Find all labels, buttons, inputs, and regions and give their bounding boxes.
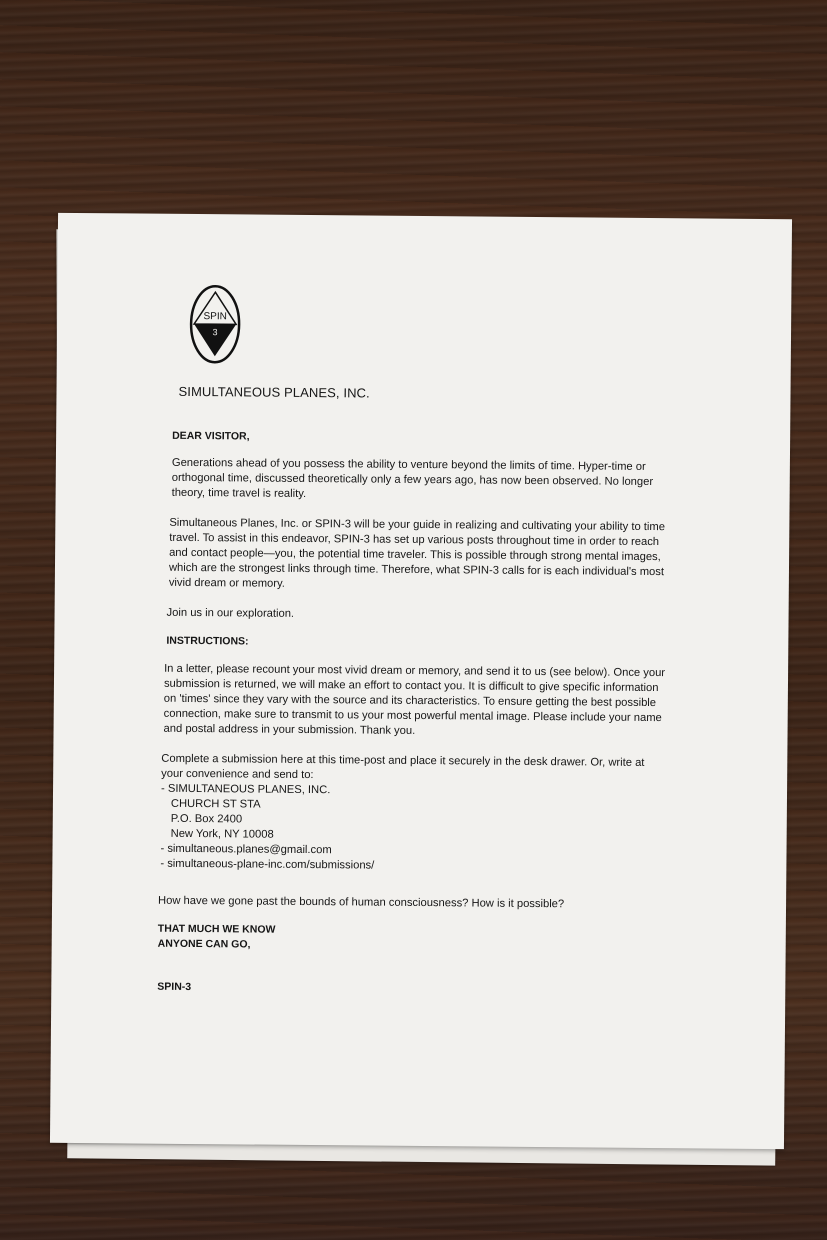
logo-text-bottom: 3 [212, 327, 218, 338]
address-name: - SIMULTANEOUS PLANES, INC. [160, 782, 331, 797]
text-line: travel. To assist in this endeavor, SPIN-3 has set up various posts throughout time in order to reach [169, 531, 660, 549]
text-line: and postal address in your submission. Thank you. [163, 722, 416, 737]
text-line: orthogonal time, discussed theoretically only a few years ago, has now been observed. No longer [171, 471, 654, 489]
paragraph-join: Join us in our exploration. [166, 606, 295, 620]
address-line: CHURCH ST STA [170, 797, 261, 811]
greeting: DEAR VISITOR, [172, 429, 250, 443]
text-line: Complete a submission here at this time-post and place it securely in the desk drawer. Or, write at [161, 752, 645, 769]
closing-line: ANYONE CAN GO, [157, 937, 251, 951]
instructions-heading: INSTRUCTIONS: [166, 634, 249, 648]
address-line: P.O. Box 2400 [170, 812, 243, 826]
text-line: Simultaneous Planes, Inc. or SPIN-3 will be your guide in realizing and cultivating your ability to time [169, 516, 666, 534]
text-line: In a letter, please recount your most vivid dream or memory, and send it to us (see below). Once your [164, 662, 666, 680]
address-line: New York, NY 10008 [170, 827, 274, 841]
paragraph-submission [160, 752, 644, 876]
text-line: your convenience and send to: [161, 767, 314, 782]
spin-3-logo [189, 284, 242, 364]
text-line: vivid dream or memory. [168, 576, 285, 590]
web-address: - simultaneous-plane-inc.com/submissions/ [160, 857, 375, 872]
paragraph-instructions [164, 662, 666, 741]
paragraph-spin3 [169, 516, 665, 595]
letter-page [50, 213, 792, 1149]
closing-line: THAT MUCH WE KNOW [157, 922, 276, 936]
company-name: SIMULTANEOUS PLANES, INC. [178, 383, 370, 401]
question: How have we gone past the bounds of human consciousness? How is it possible? [158, 894, 565, 911]
letter-content [157, 284, 681, 994]
text-line: which are the strongest links through time. Therefore, what SPIN-3 calls for is each individual's most [168, 561, 665, 579]
email-address: - simultaneous.planes@gmail.com [160, 842, 332, 857]
text-line: and contact people—you, the potential time traveler. This is possible through strong mental images, [169, 546, 661, 564]
signature: SPIN-3 [157, 980, 192, 994]
logo-text-top: SPIN [203, 311, 227, 323]
text-line: submission is returned, we will make an effort to contact you. It is difficult to give specific information [163, 677, 659, 695]
closing [158, 922, 276, 953]
text-line: theory, time travel is reality. [171, 486, 307, 500]
text-line: connection, make sure to transmit to us your most powerful mental image. Please include your name [163, 707, 662, 725]
paragraph-intro [172, 456, 654, 505]
text-line: Generations ahead of you possess the ability to venture beyond the limits of time. Hyper-time or [171, 456, 646, 473]
text-line: on 'times' since they vary with the source and its characteristics. To ensure getting the best possible [163, 692, 657, 710]
